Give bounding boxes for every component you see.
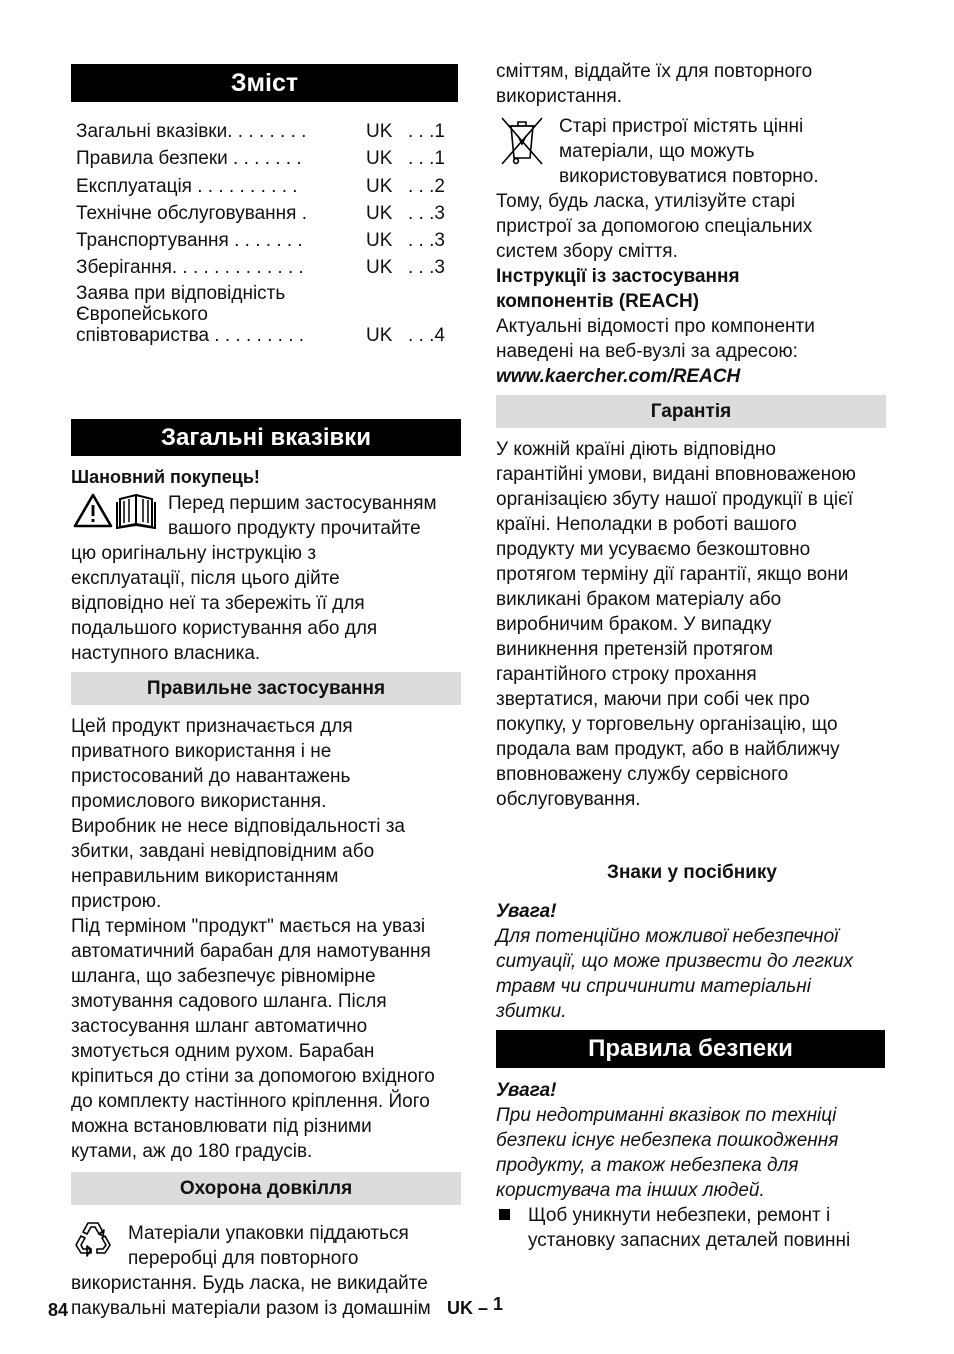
text-line: продала вам продукт, або в найближчу (496, 739, 840, 760)
text-line: Виробник не несе відповідальності за (71, 816, 405, 837)
toc-lang: UK (366, 121, 393, 142)
warning-manual-icon (73, 493, 161, 529)
recycling-icon (73, 1219, 113, 1259)
text-line: використання. (496, 86, 623, 107)
env-line: пакувальні матеріали разом із домашнім (71, 1298, 431, 1319)
footer-page-number: 84 (48, 1300, 69, 1320)
toc-title: Загальні вказівки. . . . . . . . (76, 121, 307, 142)
env-line: переробці для повторного (128, 1248, 359, 1269)
caution-label: Увага! (496, 901, 557, 922)
text-line: протягом терміну дії гарантії, якщо вони (496, 564, 849, 585)
weee-line: використовуватися повторно. (559, 166, 819, 187)
text-line: до комплекту настінного кріплення. Його (71, 1091, 430, 1112)
toc-page: . . .1 (408, 148, 445, 169)
text-line: У кожній країні діють відповідно (496, 439, 776, 460)
safety-header: Правила безпеки (496, 1030, 885, 1068)
intro-block (71, 491, 461, 666)
reach-url-link[interactable]: www.kaercher.com/REACH (496, 366, 741, 387)
toc-lang: UK (366, 203, 393, 224)
warranty-header: Гарантія (496, 395, 886, 428)
signs-header: Знаки у посібнику (607, 862, 777, 883)
toc-lang: UK (366, 257, 393, 278)
safety-bullet-item (496, 1203, 888, 1253)
toc-page: . . .2 (408, 176, 445, 197)
caution-line: Для потенційно можливої небезпечної (496, 926, 839, 947)
text-line: гарантійного строку прохання (496, 664, 757, 685)
proper-use-header: Правильне застосування (71, 672, 461, 705)
toc-title: Транспортування . . . . . . . (76, 230, 303, 251)
text-line: викликані браком матеріалу або (496, 589, 782, 610)
toc-lang: UK (366, 148, 393, 169)
text-line: виникнення претензій протягом (496, 639, 774, 660)
text-line: звертатися, маючи при собі чек про (496, 689, 810, 710)
intro-line: експлуатації, після цього дійте (71, 568, 340, 589)
text-line: пристрою. (71, 891, 162, 912)
toc-title-line: співтовариства . . . . . . . . . (76, 325, 305, 346)
intro-line: цю оригінальну інструкцію з (71, 543, 317, 564)
intro-line: вашого продукту прочитайте (168, 518, 421, 539)
env-line: Матеріали упаковки піддаються (128, 1223, 409, 1244)
footer-subpage: 1 (493, 1294, 504, 1314)
text-line: Під терміном "продукт" мається на увазі (71, 916, 426, 937)
intro-line: наступного власника. (71, 643, 261, 664)
weee-line: пристрої за допомогою спеціальних (496, 216, 813, 237)
text-line: збитки, завдані невідповідним або (71, 841, 375, 862)
text-line: кутами, аж до 180 градусів. (71, 1141, 313, 1162)
text-line: вповноважену службу сервісного (496, 764, 789, 785)
text-line: неправильним використанням (71, 866, 339, 887)
intro-line: Перед першим застосуванням (168, 493, 437, 514)
proper-use-text (71, 714, 461, 1164)
general-notes-header: Загальні вказівки (71, 419, 461, 456)
table-of-contents (76, 120, 461, 360)
intro-line: відповідно неї та збережіть її для (71, 593, 365, 614)
toc-row-multiline[interactable] (76, 283, 460, 346)
text-line: можна встановлювати під різними (71, 1116, 372, 1137)
text-line: шланга, що забезпечує рівномірне (71, 966, 376, 987)
toc-lang: UK (366, 230, 393, 251)
toc-title-line: Європейського (76, 304, 208, 325)
text-line: кріпиться до стіни за допомогою вхідного (71, 1066, 435, 1087)
text-line: організацією збуту нашої продукції в цієї (496, 489, 854, 510)
weee-line: матеріали, що можуть (559, 141, 755, 162)
bullet-square-icon (499, 1209, 510, 1220)
toc-lang: UK (366, 176, 393, 197)
text-line: змотування садового шланга. Після (71, 991, 387, 1012)
reach-title: Інструкції із застосування (496, 266, 740, 287)
text-line: обслуговування. (496, 789, 641, 810)
caution-line: ситуації, що може призвести до легких (496, 951, 854, 972)
text-line: гарантійні умови, видані вповноваженою (496, 464, 856, 485)
bullet-line: Щоб уникнути небезпеки, ремонт і (528, 1205, 831, 1226)
caution-line: травм чи спричинити матеріальні (496, 976, 811, 997)
text-line: Актуальні відомості про компоненти (496, 316, 815, 337)
toc-page: . . .1 (408, 121, 445, 142)
toc-title: Правила безпеки . . . . . . . (76, 148, 302, 169)
weee-line: Тому, будь ласка, утилізуйте старі (496, 191, 796, 212)
text-line: сміттям, віддайте їх для повторного (496, 61, 813, 82)
toc-title: Експлуатація . . . . . . . . . . (76, 176, 298, 197)
toc-title: Зберігання. . . . . . . . . . . . . (76, 257, 304, 278)
toc-lang: UK (366, 325, 393, 346)
text-line: наведені на веб-вузлі за адресою: (496, 341, 798, 362)
weee-line: Старі пристрої містять цінні (559, 116, 804, 137)
intro-line: подальшого користування або для (71, 618, 378, 639)
text-line: автоматичний барабан для намотування (71, 941, 431, 962)
footer-dash: – (478, 1298, 489, 1318)
toc-page: . . .3 (408, 257, 445, 278)
text-line: приватного використання і не (71, 741, 332, 762)
toc-page: . . .4 (408, 325, 445, 346)
text-line: покупку, у торговельну організацію, що (496, 714, 838, 735)
caution-line: При недотриманні вказівок по техніці (496, 1105, 837, 1126)
caution-line: збитки. (496, 1001, 567, 1022)
right-column (496, 59, 888, 1253)
toc-header: Зміст (71, 64, 458, 102)
left-column (71, 64, 461, 1321)
text-line: пристосований до навантажень (71, 766, 351, 787)
toc-page: . . .3 (408, 230, 445, 251)
text-line: промислового використання. (71, 791, 327, 812)
caution-line: продукту, а також небезпека для (496, 1155, 799, 1176)
caution-line: безпеки існує небезпека пошкодження (496, 1130, 839, 1151)
env-line: використання. Будь ласка, не викидайте (71, 1273, 428, 1294)
environment-header: Охорона довкілля (71, 1172, 461, 1205)
crossed-bin-icon (498, 114, 546, 166)
footer-section: UK (447, 1298, 473, 1318)
reach-title: компонентів (REACH) (496, 291, 700, 312)
text-line: країні. Неполадки в роботі вашого (496, 514, 797, 535)
text-line: виробничим браком. У випадку (496, 614, 772, 635)
environment-block (71, 1221, 461, 1321)
text-line: застосування шланг автоматично (71, 1016, 368, 1037)
warranty-text (496, 437, 888, 812)
dear-customer-heading: Шановний покупець! (71, 467, 260, 487)
caution-line: користувача та інших людей. (496, 1180, 765, 1201)
weee-line: систем збору сміття. (496, 241, 678, 262)
text-line: змотується одним рухом. Барабан (71, 1041, 375, 1062)
toc-title: Технічне обслуговування . (76, 203, 307, 224)
toc-title-line: Заява при відповідність (76, 283, 286, 304)
toc-page: . . .3 (408, 203, 445, 224)
caution-label: Увага! (496, 1080, 557, 1101)
text-line: Цей продукт призначається для (71, 716, 353, 737)
text-line: продукту ми усуваємо безкоштовно (496, 539, 811, 560)
bullet-line: установку запасних деталей повинні (528, 1230, 851, 1251)
weee-block (496, 114, 888, 264)
footer-section-marker (447, 1294, 504, 1319)
